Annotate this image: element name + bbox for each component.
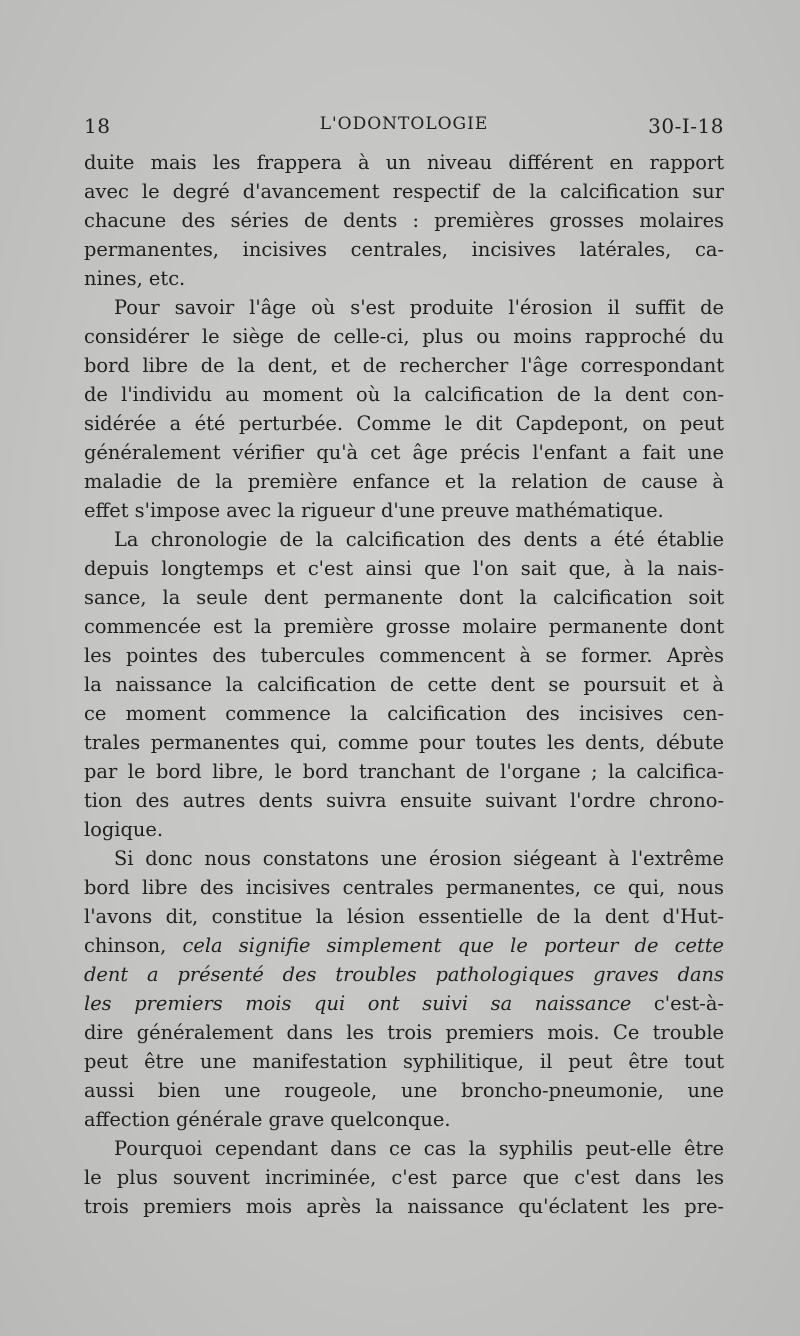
text-line: bord libre des incisives centrales permanentes, ce qui, nous (84, 876, 724, 899)
text-line: Pourquoi cependant dans ce cas la syphilis peut-elle être (114, 1137, 724, 1160)
text-line: Pour savoir l'âge où s'est produite l'érosion il suffit de (114, 296, 724, 319)
text-line: les pointes des tubercules commencent à se former. Après (84, 644, 724, 667)
text-line: le plus souvent incriminée, c'est parce que c'est dans les (84, 1166, 724, 1189)
page-number: 18 (84, 114, 111, 138)
text-line: peut être une manifestation syphilitique, il peut être tout (84, 1050, 724, 1073)
text-line: Si donc nous constatons une érosion siégeant à l'extrême (114, 847, 724, 870)
text-line: sidérée a été perturbée. Comme le dit Capdepont, on peut (84, 412, 724, 435)
text-line: la naissance la calcification de cette dent se poursuit et à (84, 673, 724, 696)
text-line: l'avons dit, constitue la lésion essentielle de la dent d'Hut- (84, 905, 724, 928)
text-line: sance, la seule dent permanente dont la calcification soit (84, 586, 724, 609)
text-run: chinson, (84, 934, 183, 957)
text-line: La chronologie de la calcification des dents a été établie (114, 528, 724, 551)
text-line: ce moment commence la calcification des incisives cen- (84, 702, 724, 725)
text-line: affection générale grave quelconque. (84, 1108, 451, 1131)
text-line: chacune des séries de dents : premières grosses molaires (84, 209, 724, 232)
text-line: tion des autres dents suivra ensuite suivant l'ordre chrono- (84, 789, 724, 812)
text-line (84, 931, 724, 960)
text-line (84, 989, 724, 1018)
running-head (84, 114, 724, 142)
text-line: aussi bien une rougeole, une broncho-pneumonie, une (84, 1079, 724, 1102)
text-line: nines, etc. (84, 267, 186, 290)
text-run: c'est-à- (631, 992, 724, 1015)
text-line: depuis longtemps et c'est ainsi que l'on sait que, à la nais- (84, 557, 724, 580)
text-line: bord libre de la dent, et de rechercher l'âge correspondant (84, 354, 724, 377)
text-line: trales permanentes qui, comme pour toutes les dents, débute (84, 731, 724, 754)
text-line: avec le degré d'avancement respectif de la calcification sur (84, 180, 724, 203)
text-line: par le bord libre, le bord tranchant de l'organe ; la calcifica- (84, 760, 724, 783)
text-line: duite mais les frappera à un niveau différent en rapport (84, 151, 724, 174)
text-line: effet s'impose avec la rigueur d'une preuve mathématique. (84, 499, 664, 522)
text-line: généralement vérifier qu'à cet âge précis l'enfant a fait une (84, 441, 724, 464)
text-line: de l'individu au moment où la calcification de la dent con- (84, 383, 724, 406)
issue-date: 30-I-18 (648, 114, 724, 138)
text-line: commencée est la première grosse molaire permanente dont (84, 615, 724, 638)
text-line: logique. (84, 818, 164, 841)
journal-title: L'ODONTOLOGIE (319, 114, 489, 134)
italic-run: dent a présenté des troubles pathologiques graves dans (84, 963, 724, 986)
text-line (84, 960, 724, 989)
text-line: permanentes, incisives centrales, incisives latérales, ca- (84, 238, 724, 261)
text-line: trois premiers mois après la naissance qu'éclatent les pre- (84, 1195, 724, 1218)
italic-run: les premiers mois qui ont suivi sa naissance (84, 992, 632, 1015)
body-text (84, 148, 724, 1218)
text-line: maladie de la première enfance et la relation de cause à (84, 470, 724, 493)
text-line: considérer le siège de celle-ci, plus ou moins rapproché du (84, 325, 724, 348)
italic-run: cela signifie simplement que le porteur de cette (182, 934, 724, 957)
text-line: dire généralement dans les trois premiers mois. Ce trouble (84, 1021, 724, 1044)
